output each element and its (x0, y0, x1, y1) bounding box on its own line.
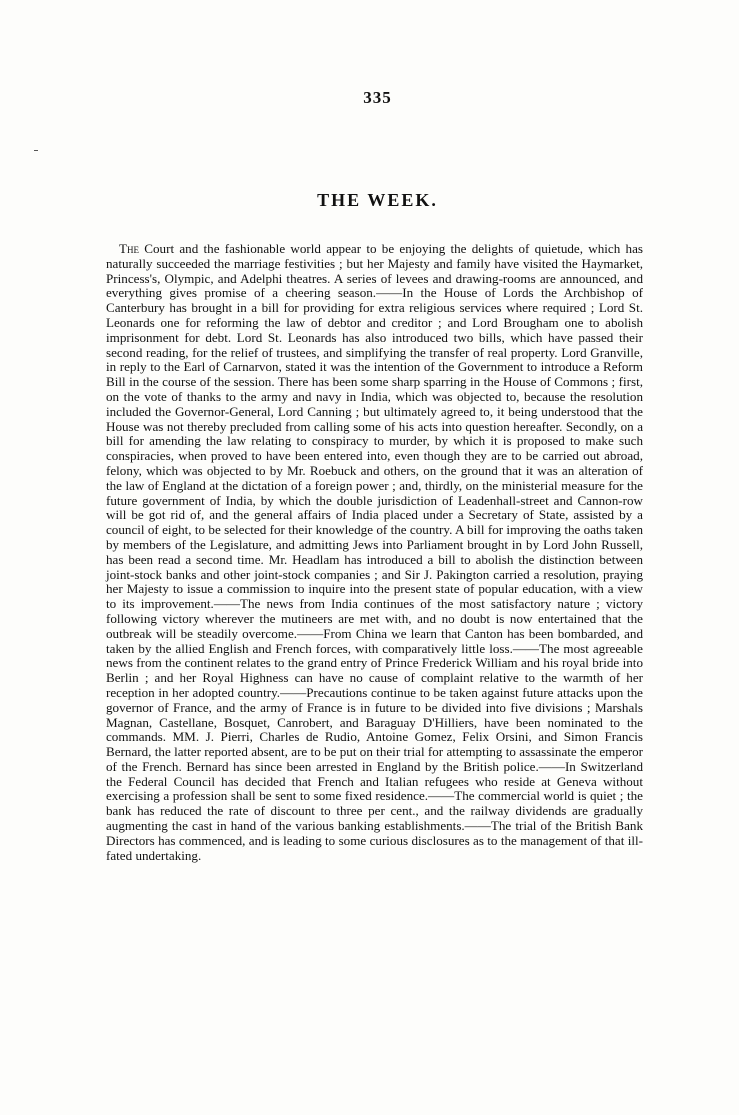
lead-word: The (119, 241, 139, 256)
article-paragraph (106, 242, 643, 863)
margin-mark (34, 150, 38, 151)
page-number: 335 (363, 88, 392, 107)
article-body (106, 242, 643, 863)
article-title: THE WEEK. (317, 190, 438, 210)
article-text: Court and the fashionable world appear to be enjoying the delights of quietude, which has naturally succeeded the marriage festivities ; but her Majesty and family have visited the Haymarket, Princess's, Olympic, and Adelphi theatres. A series of levees and drawing-rooms are announced, and everything gives promise of a cheering season.——In the House of Lords the Archbishop of Canterbury has brought in a bill for providing for extra religious services where required ; Lord St. Leonards one for reforming the law of debtor and creditor ; and Lord Brougham one to abolish imprisonment for debt. Lord St. Leonards has also introduced two bills, which have passed their second reading, for the relief of trustees, and simplifying the transfer of real property. Lord Granville, in reply to the Earl of Carnarvon, stated it was the intention of the Government to introduce a Reform Bill in the course of the session. There has been some sharp sparring in the House of Commons ; first, on the vote of thanks to the army and navy in India, which was objected to, because the resolution included the Governor-General, Lord Canning ; but ultimately agreed to, it being understood that the House was not thereby precluded from calling some of his acts into question hereafter. Secondly, on a bill for amending the law relating to conspiracy to murder, by which it is proposed to make such conspiracies, when proved to have been entered into, even though they are to be carried out abroad, felony, which was objected to by Mr. Roebuck and others, on the ground that it was an alteration of the law of England at the dictation of a foreign power ; and, thirdly, on the ministerial measure for the future government of India, by which the double jurisdiction of Leadenhall-street and Cannon-row will be got rid of, and the general affairs of India placed under a Secretary of State, assisted by a council of eight, to be selected for their knowledge of the country. A bill for improving the oaths taken by members of the Legislature, and admitting Jews into Parliament brought in by Lord John Russell, has been read a second time. Mr. Headlam has introduced a bill to abolish the distinction between joint-stock banks and other joint-stock companies ; and Sir J. Pakington carried a resolution, praying her Majesty to issue a commission to inquire into the present state of popular education, with a view to its improvement.——The news from India continues of the most satisfactory nature ; victory following victory wherever the mutineers are met with, and no doubt is now entertained that the outbreak will be steadily overcome.——From China we learn that Canton has been bombarded, and taken by the allied English and French forces, with comparatively little loss.——The most agreeable news from the continent relates to the grand entry of Prince Frederick William and his royal bride into Berlin ; and her Royal Highness can have no cause of complaint relative to the warmth of her reception in her adopted country.——Precautions continue to be taken against future attacks upon the governor of France, and the army of France is in future to be divided into five divisions ; Marshals Magnan, Castellane, Bosquet, Canrobert, and Baraguay D'Hilliers, have been nominated to the commands. MM. J. Pierri, Charles de Rudio, Antoine Gomez, Felix Orsini, and Simon Francis Bernard, the latter reported absent, are to be put on their trial for attempting to assassinate the emperor of the French. Bernard has since been arrested in England by the British police.——In Switzerland the Federal Council has decided that French and Italian refugees who reside at Geneva without exercising a profession shall be sent to some fixed residence.——The commercial world is quiet ; the bank has reduced the rate of discount to three per cent., and the railway dividends are gradually augmenting the cast in hand of the various banking establishments.——The trial of the British Bank Directors has commenced, and is leading to some curious disclosures as to the management of that ill-fated undertaking. (106, 241, 643, 863)
